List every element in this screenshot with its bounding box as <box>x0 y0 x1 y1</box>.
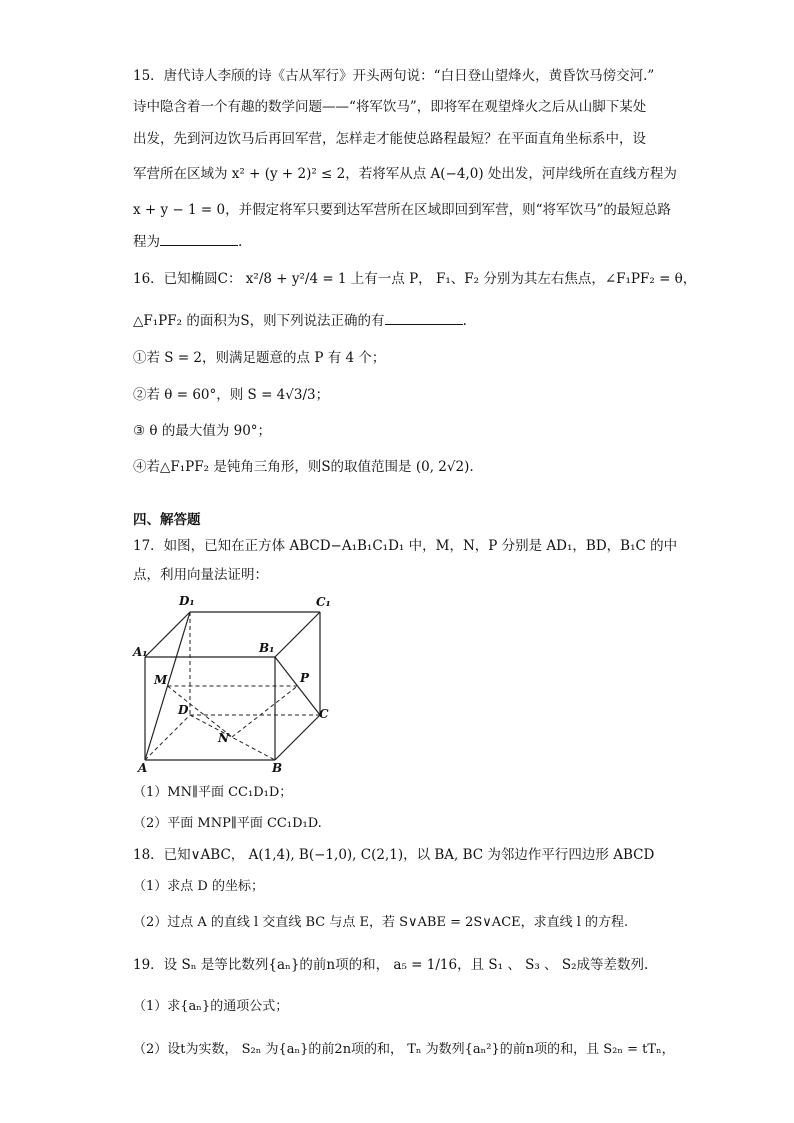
q16-option-1: ①若 S = 2，则满足题意的点 P 有 4 个； <box>133 350 386 366</box>
q17-sub-1: （1）MN∥平面 CC₁D₁D； <box>133 785 293 800</box>
answer-blank <box>160 233 238 246</box>
q16-line-2: △F₁PF₂ 的面积为S，则下列说法正确的有 . <box>133 313 467 329</box>
q15-line-4: 军营所在区域为 x² + (y + 2)² ≤ 2，若将军从点 A(−4,0) 处出发，河岸线所在直线方程为 <box>133 166 677 182</box>
q16-option-2: ②若 θ = 60°，则 S = 4√3/3； <box>133 387 330 403</box>
edge-B1C1 <box>275 612 320 657</box>
label-D: D <box>178 703 189 717</box>
q16-line-2-text: △F₁PF₂ 的面积为S，则下列说法正确的有 <box>133 313 385 329</box>
q15-line-6: 程为 . <box>133 234 243 250</box>
label-B: B <box>272 761 283 775</box>
label-M: M <box>154 673 168 687</box>
q18-line-1: 18．已知∨ABC， A(1,4), B(−1,0), C(2,1)，以 BA, BC 为邻边作平行四边形 ABCD <box>133 847 655 863</box>
label-P: P <box>300 671 310 685</box>
q19-sub-1: （1）求{aₙ}的通项公式； <box>133 999 289 1014</box>
q17-sub-2: （2）平面 MNP∥平面 CC₁D₁D. <box>133 816 322 831</box>
edge-BC <box>275 715 320 760</box>
label-A: A <box>138 761 148 775</box>
label-C1: C₁ <box>316 595 331 609</box>
q19-sub-2: （2）设t为实数， S₂ₙ 为{aₙ}的前2n项的和， Tₙ 为数列{aₙ²}的前n项的和，且 S₂ₙ = tTₙ， <box>133 1042 675 1057</box>
q18-sub-2: （2）过点 A 的直线 l 交直线 BC 与点 E，若 S∨ABE = 2S∨ACE，求直线 l 的方程. <box>133 915 629 930</box>
segment-NP-hidden <box>232 686 298 737</box>
q16-line-1: 16．已知椭圆C： x²/8 + y²/4 = 1 上有一点 P， F₁、F₂ 分别为其左右焦点，∠F₁PF₂ = θ， <box>133 271 697 287</box>
label-D1: D₁ <box>179 594 195 608</box>
q15-line-6-text: 程为 <box>133 234 160 250</box>
q15-line-2: 诗中隐含着一个有趣的数学问题——“将军饮马”，即将军在观望烽火之后从山脚下某处 <box>133 99 647 115</box>
q17-line-1: 17．如图，已知在正方体 ABCD−A₁B₁C₁D₁ 中，M，N，P 分别是 AD₁，BD，B₁C 的中 <box>133 538 678 554</box>
cube-figure <box>130 590 340 775</box>
section-heading: 四、解答题 <box>133 512 201 528</box>
q15-line-1: 15．唐代诗人李颀的诗《古从军行》开头两句说：“白日登山望烽火，黄昏饮马傍交河.” <box>133 68 655 84</box>
q15-line-5: x + y − 1 = 0，并假定将军只要到达军营所在区域即回到军营，则“将军饮马”的最短总路 <box>133 202 671 218</box>
label-A1: A₁ <box>133 645 148 659</box>
q18-sub-1: （1）求点 D 的坐标； <box>133 879 264 894</box>
label-N: N <box>218 731 229 745</box>
label-C: C <box>319 707 329 721</box>
answer-blank <box>385 312 463 325</box>
q17-line-2: 点，利用向量法证明： <box>133 567 268 583</box>
label-B1: B₁ <box>259 641 275 655</box>
q16-option-3: ③ θ 的最大值为 90°； <box>133 423 272 439</box>
diagonal-BD-hidden <box>190 715 275 760</box>
q19-line-1: 19．设 Sₙ 是等比数列{aₙ}的前n项的和， a₅ = 1/16，且 S₁ 、 S₃ 、 S₂成等差数列. <box>133 957 649 973</box>
q15-line-3: 出发，先到河边饮马后再回军营，怎样走才能使总路程最短？在平面直角坐标系中，设 <box>133 131 646 147</box>
q16-option-4: ④若△F₁PF₂ 是钝角三角形，则S的取值范围是 (0, 2√2). <box>133 459 474 475</box>
